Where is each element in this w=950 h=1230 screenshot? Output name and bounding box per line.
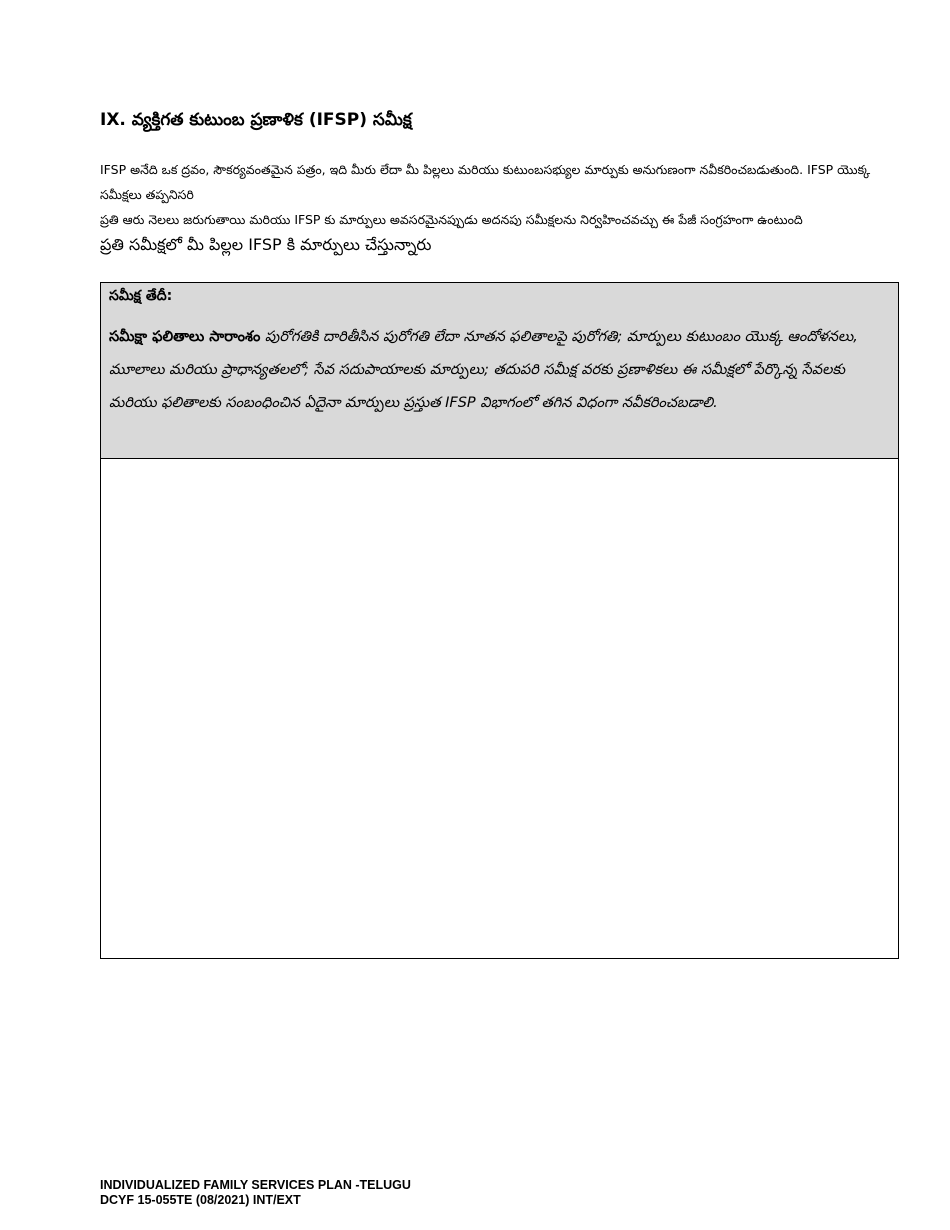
intro-line-3: ప్రతి సమీక్షలో మీ పిల్లల IFSP కి మార్పులు చేస్తున్నారు [100,235,432,254]
review-table [100,282,899,959]
intro-line-1: IFSP అనేది ఒక ద్రవం, సౌకర్యవంతమైన పత్రం, ఇది మీరు లేదా మీ పిల్లలు మరియు కుటుంబసభ్యుల మార్పుకు అనుగుణంగా నవీకరించబడుతుంది. IFSP యొక్క సమీక్షలు తప్పనిసరి [100,162,871,202]
review-entry-area[interactable] [101,459,898,958]
review-summary [109,321,890,420]
footer-form-number: DCYF 15-055TE (08/2021) INT/EXT [100,1193,301,1207]
review-date-label: సమీక్ష తేదీ: [109,288,173,304]
footer-form-title: INDIVIDUALIZED FAMILY SERVICES PLAN -TELUGU [100,1178,411,1192]
review-header-cell [101,283,898,459]
section-title: IX. వ్యక్తిగత కుటుంబ ప్రణాళిక (IFSP) సమీక్ష [100,110,412,130]
form-footer [100,1178,411,1208]
intro-line-2: ప్రతి ఆరు నెలలు జరుగుతాయి మరియు IFSP కు మార్పులు అవసరమైనప్పుడు అదనపు సమీక్షలను నిర్వహించవచ్చు ఈ పేజీ సంగ్రహంగా ఉంటుంది [100,212,803,227]
summary-label: సమీక్షా ఫలితాలు సారాంశం [109,329,261,345]
summary-instructions: పురోగతికి దారితీసిన పురోగతి లేదా నూతన ఫలితాలపై పురోగతి; మార్పులు కుటుంబం యొక్క ఆందోళనలు, మూలాలు మరియు ప్రాధాన్యతలలో; సేవ సదుపాయాలకు మార్పులు; తదుపరి సమీక్ష వరకు ప్రణాళికలు ఈ సమీక్షలో పేర్కొన్న సేవలకు మరియు ఫలితాలకు సంబంధించిన ఏదైనా మార్పులు ప్రస్తుత IFSP విభాగంలో తగిన విధంగా నవీకరించబడాలి. [109,329,858,411]
intro-paragraph [100,157,900,258]
